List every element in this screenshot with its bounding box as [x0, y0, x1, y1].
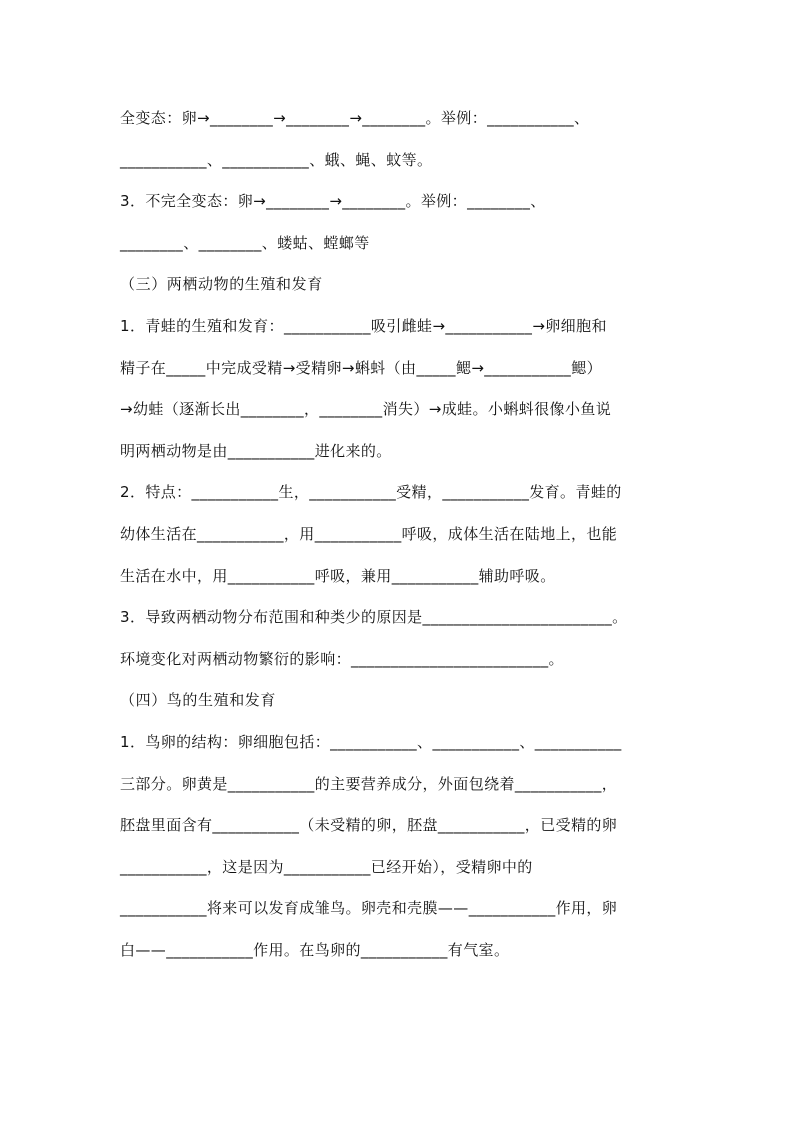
- text-line-4: ________、________、蝼蛄、螳螂等: [120, 233, 370, 252]
- text-line-16: 1．鸟卵的结构：卵细胞包括：___________、___________、___________: [120, 732, 622, 751]
- text-line-14: 环境变化对两栖动物繁衍的影响：_________________________。: [120, 649, 564, 668]
- text-line-8: →幼蛙（逐渐长出________，________消失）→成蛙。小蝌蚪很像小鱼说: [120, 400, 612, 419]
- text-line-20: ___________将来可以发育成雏鸟。卵壳和壳膜——___________作用，卵: [120, 899, 618, 918]
- document-page: [120, 98, 680, 971]
- text-line-10: 2．特点：___________生，___________受精，___________发育。青蛙的: [120, 483, 622, 502]
- text-line-13: 3．导致两栖动物分布范围和种类少的原因是________________________。: [120, 608, 628, 627]
- text-line-7: 精子在_____中完成受精→受精卵→蝌蚪（由_____鳃→___________鳃）: [120, 358, 603, 377]
- text-line-21: 白——___________作用。在鸟卵的___________有气室。: [120, 940, 510, 959]
- section-heading-birds: （四）鸟的生殖和发育: [120, 691, 277, 710]
- text-line-11: 幼体生活在___________，用___________呼吸，成体生活在陆地上，也能: [120, 524, 618, 543]
- text-line-2: ___________、___________、蛾、蝇、蚊等。: [120, 150, 433, 169]
- text-line-19: ___________，这是因为___________已经开始），受精卵中的: [120, 857, 533, 876]
- text-line-17: 三部分。卵黄是___________的主要营养成分，外面包绕着___________，: [120, 774, 618, 793]
- text-line-12: 生活在水中，用___________呼吸，兼用___________辅助呼吸。: [120, 566, 556, 585]
- text-line-1: 全变态：卵→________→________→________。举例：___________、: [120, 109, 590, 127]
- text-line-9: 明两栖动物是由___________进化来的。: [120, 441, 392, 460]
- text-line-3: 3．不完全变态：卵→________→________。举例：________、: [120, 192, 546, 211]
- text-line-18: 胚盘里面含有___________（未受精的卵，胚盘___________，已受精的卵: [120, 816, 618, 835]
- section-heading-amphibians: （三）两栖动物的生殖和发育: [120, 275, 323, 294]
- text-line-6: 1．青蛙的生殖和发育：___________吸引雌蛙→___________→卵细胞和: [120, 316, 607, 335]
